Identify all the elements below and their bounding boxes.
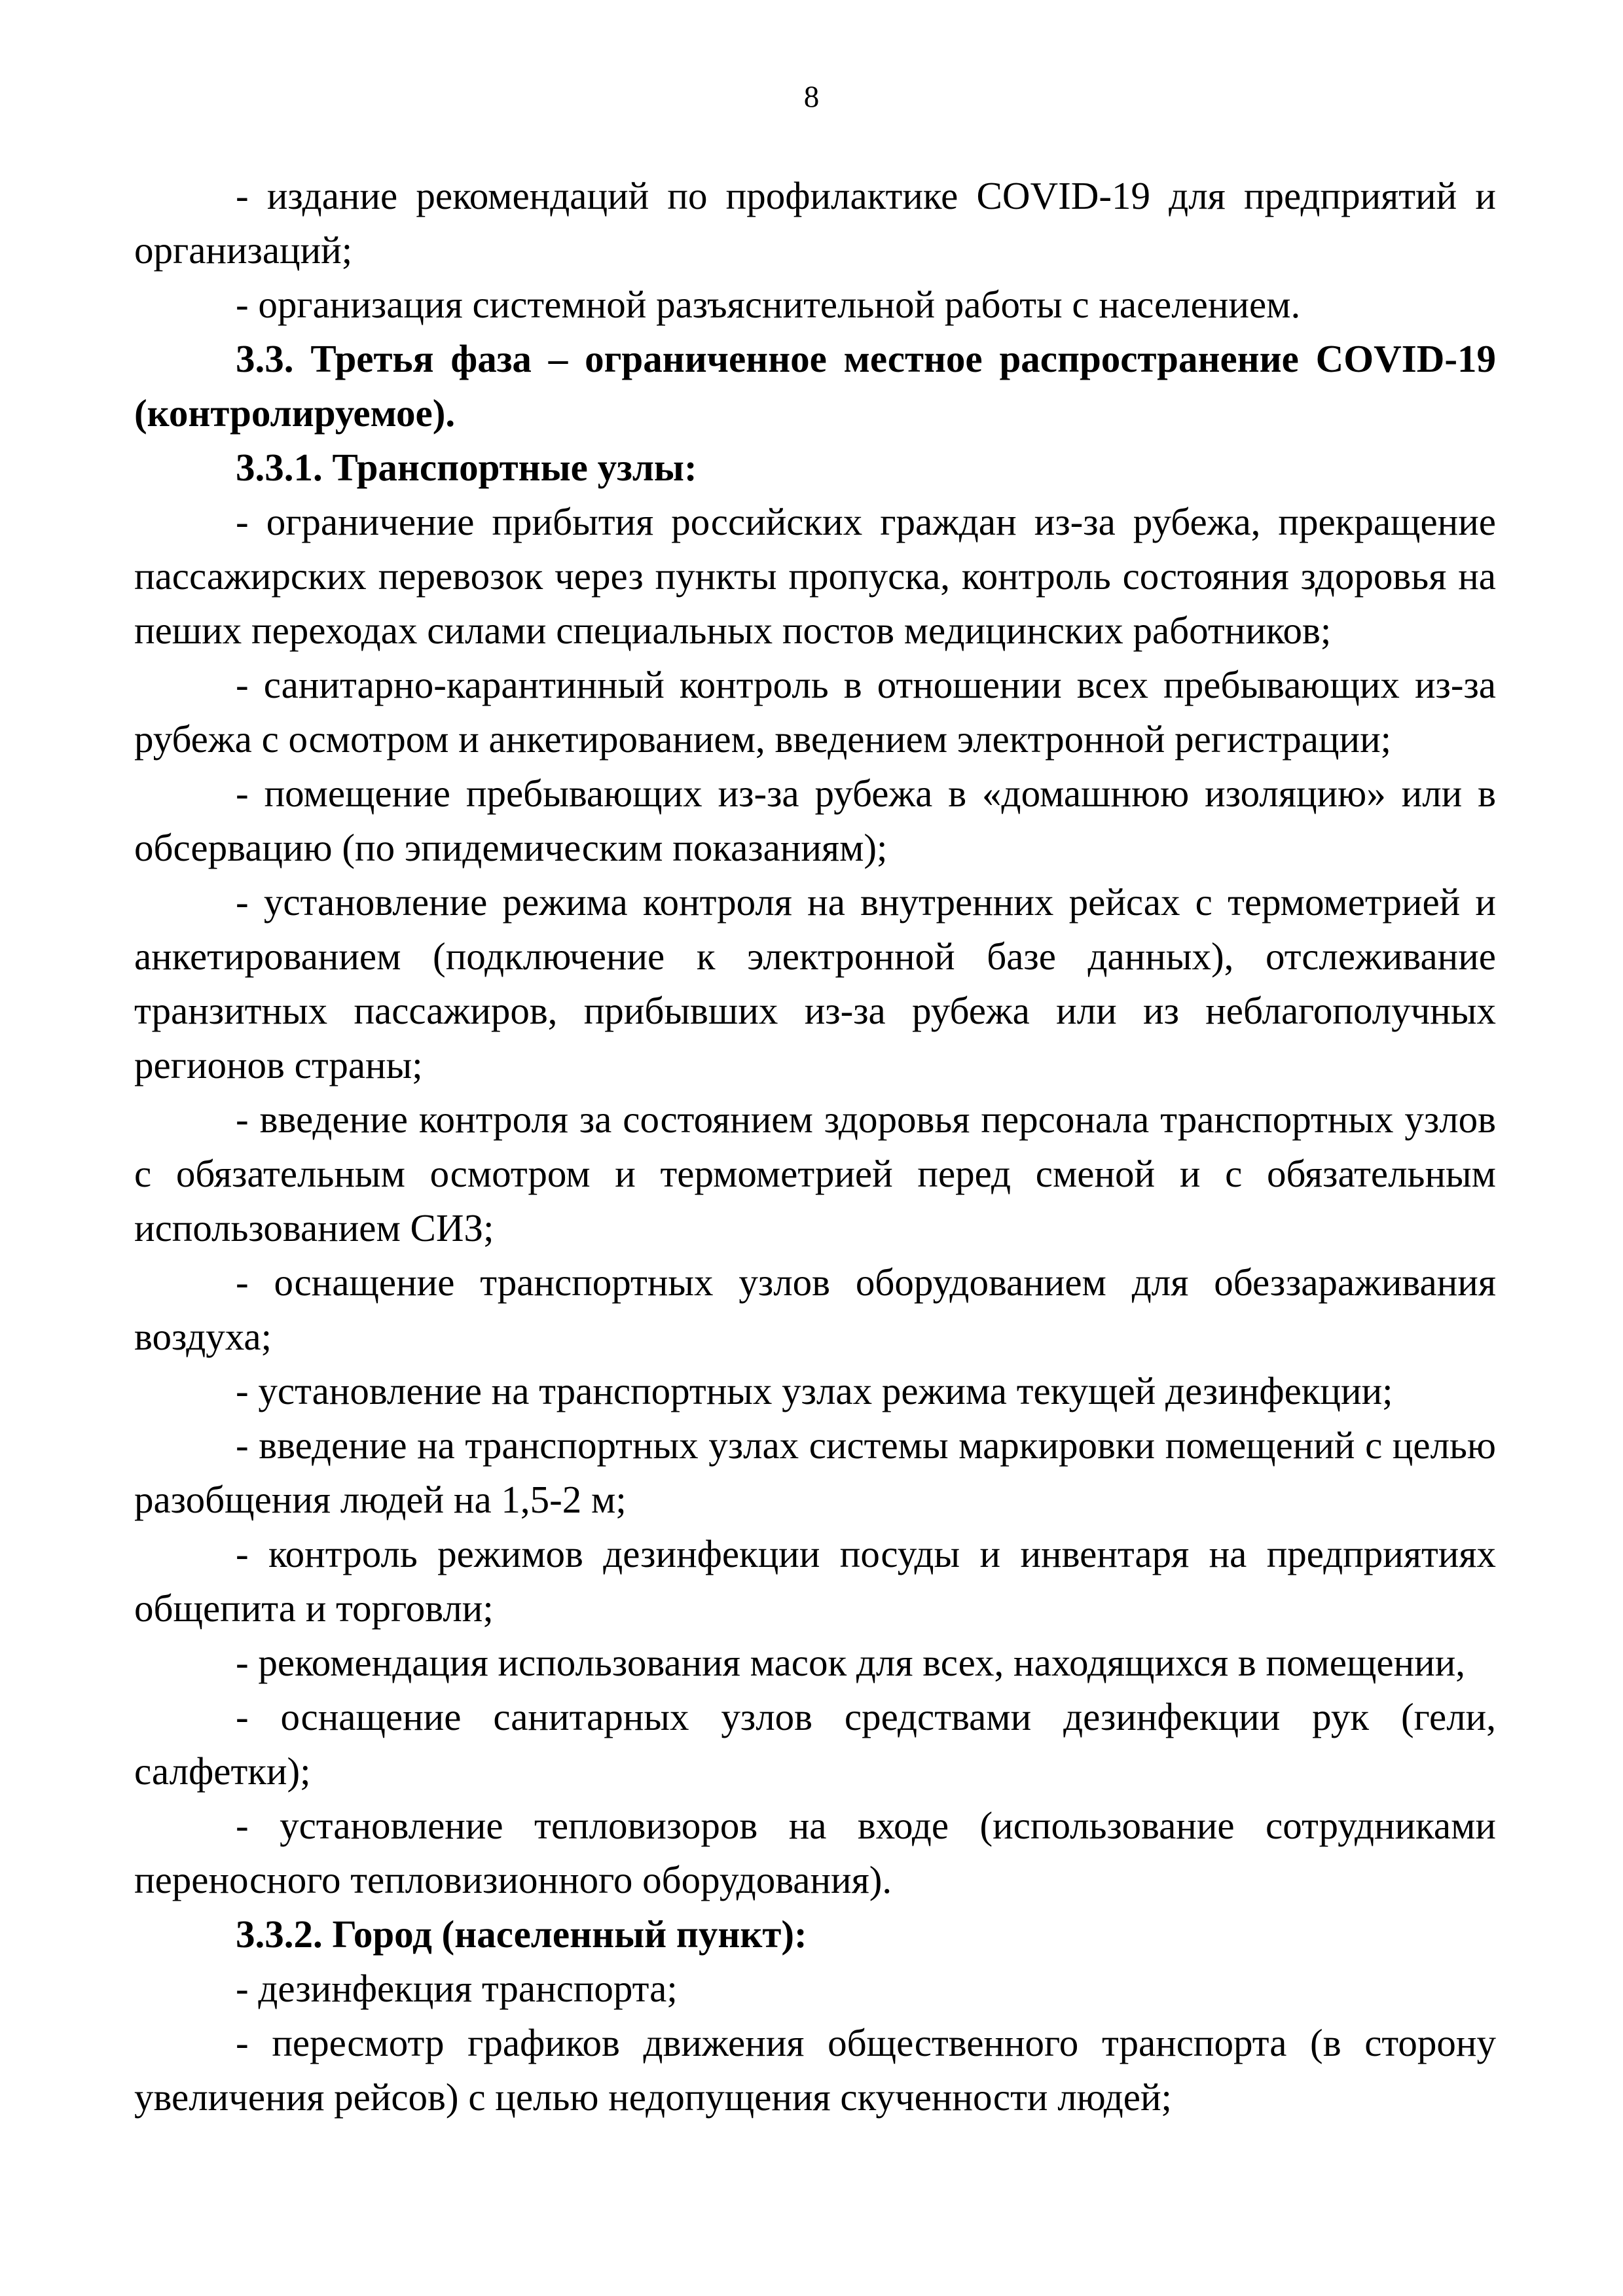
list-item: - издание рекомендаций по профилактике COVID-19 для предприятий и организаций; <box>134 174 1496 272</box>
page-number: 8 <box>803 80 820 114</box>
list-item: - ограничение прибытия российских граждан из-за рубежа, прекращение пассажирских перевозок через пункты пропуска, контроль состояния здоровья на пеших переходах силами специальных постов медицинских работников; <box>134 500 1496 652</box>
list-item: - оснащение санитарных узлов средствами дезинфекции рук (гели, салфетки); <box>134 1695 1496 1793</box>
subsection-heading-3-3-2: 3.3.2. Город (населенный пункт): <box>236 1912 807 1956</box>
list-item: - пересмотр графиков движения общественного транспорта (в сторону увеличения рейсов) с целью недопущения скученности людей; <box>134 2021 1496 2119</box>
list-item: - помещение пребывающих из-за рубежа в «домашнюю изоляцию» или в обсервацию (по эпидемическим показаниям); <box>134 772 1496 869</box>
list-item: - введение на транспортных узлах системы маркировки помещений с целью разобщения людей на 1,5-2 м; <box>134 1424 1496 1521</box>
list-item: - рекомендация использования масок для всех, находящихся в помещении, <box>236 1641 1466 1684</box>
list-item: - санитарно-карантинный контроль в отношении всех пребывающих из-за рубежа с осмотром и анкетированием, введением электронной регистрации; <box>134 663 1496 761</box>
list-item: - установление на транспортных узлах режима текущей дезинфекции; <box>236 1369 1393 1412</box>
list-item: - организация системной разъяснительной работы с населением. <box>236 283 1301 326</box>
list-item: - оснащение транспортных узлов оборудованием для обеззараживания воздуха; <box>134 1261 1496 1358</box>
list-item: - установление тепловизоров на входе (использование сотрудниками переносного тепловизионного оборудования). <box>134 1804 1496 1901</box>
subsection-heading-3-3-1: 3.3.1. Транспортные узлы: <box>236 446 697 489</box>
document-body <box>134 169 1496 2125</box>
list-item: - установление режима контроля на внутренних рейсах с термометрией и анкетированием (подключение к электронной базе данных), отслеживание транзитных пассажиров, прибывших из-за рубежа или из неблагополучных регионов страны; <box>134 880 1496 1086</box>
list-item: - контроль режимов дезинфекции посуды и инвентаря на предприятиях общепита и торговли; <box>134 1532 1496 1630</box>
list-item: - введение контроля за состоянием здоровья персонала транспортных узлов с обязательным осмотром и термометрией перед сменой и с обязательным использованием СИЗ; <box>134 1098 1496 1249</box>
section-heading-3-3: 3.3. Третья фаза – ограниченное местное распространение COVID-19 (контролируемое). <box>134 337 1496 435</box>
list-item: - дезинфекция транспорта; <box>236 1967 678 2010</box>
